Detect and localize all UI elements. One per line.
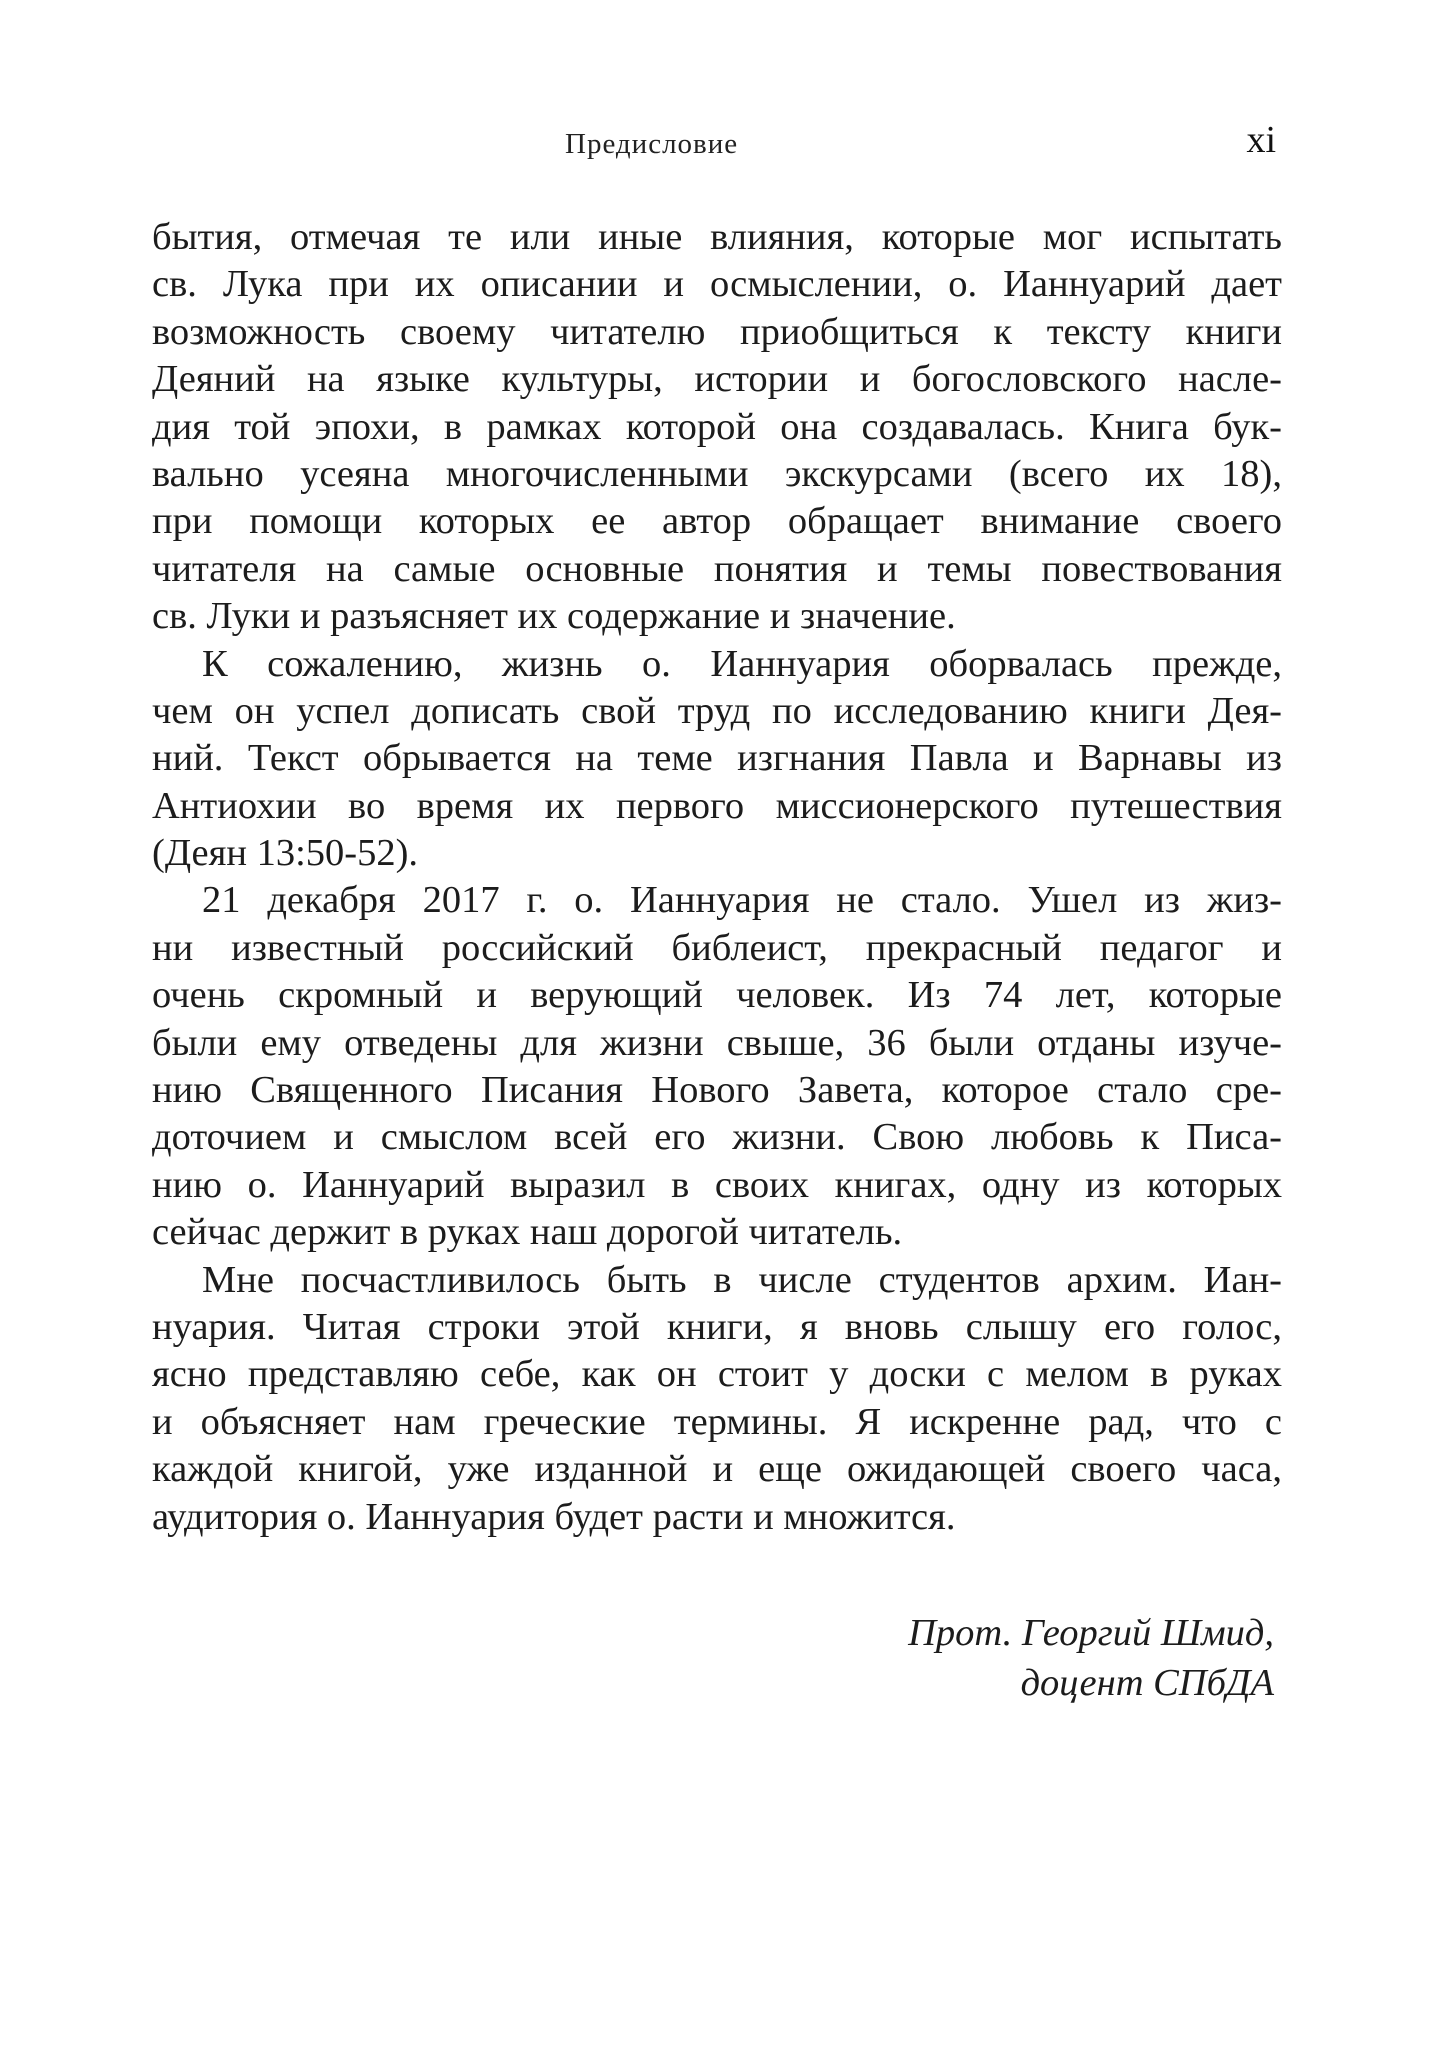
text-line: Антиохии во время их первого миссионерского путешествия: [152, 784, 1282, 827]
signature-name: Прот. Георгий Шмид,: [908, 1612, 1274, 1654]
paragraph: [152, 1257, 1282, 1541]
text-line: нуария. Читая строки этой книги, я вновь слышу его голос,: [152, 1305, 1282, 1348]
text-line: ясно представляю себе, как он стоит у доски с мелом в руках: [152, 1353, 1282, 1396]
signature: [908, 1608, 1274, 1708]
text-line: св. Луки и разъясняет их содержание и значение.: [152, 595, 956, 638]
text-line: очень скромный и верующий человек. Из 74 лет, которые: [152, 974, 1282, 1017]
signature-title: доцент СПбДА: [1020, 1662, 1274, 1704]
text-line: нию Священного Писания Нового Завета, которое стало сре-: [152, 1069, 1282, 1112]
text-line: были ему отведены для жизни свыше, 36 были отданы изуче-: [152, 1021, 1282, 1064]
text-line: и объясняет нам греческие термины. Я искренне рад, что с: [152, 1400, 1282, 1443]
text-line: Деяний на языке культуры, истории и богословского насле-: [152, 358, 1282, 401]
text-line: (Деян 13:50-52).: [152, 832, 419, 875]
text-line: аудитория о. Ианнуария будет расти и множится.: [152, 1495, 956, 1538]
text-line: 21 декабря 2017 г. о. Ианнуария не стало. Ушел из жиз-: [202, 879, 1282, 922]
text-line: нию о. Ианнуарий выразил в своих книгах, одну из которых: [152, 1163, 1282, 1206]
running-head: Предисловие: [565, 128, 739, 160]
text-line: дия той эпохи, в рамках которой она создавалась. Книга бук-: [152, 405, 1282, 448]
paragraph: [152, 214, 1282, 641]
text-line: возможность своему читателю приобщиться к тексту книги: [152, 310, 1282, 353]
text-line: бытия, отмечая те или иные влияния, которые мог испытать: [152, 216, 1282, 258]
text-line: чем он успел дописать свой труд по исследованию книги Дея-: [152, 689, 1282, 732]
text-line: сейчас держит в руках наш дорогой читатель.: [152, 1211, 903, 1254]
paragraph: [152, 641, 1282, 878]
text-line: каждой книгой, уже изданной и еще ожидающей своего часа,: [152, 1448, 1282, 1491]
paragraph: [152, 877, 1282, 1256]
text-line: читателя на самые основные понятия и темы повествования: [152, 547, 1282, 590]
text-line: ний. Текст обрывается на теме изгнания Павла и Варнавы из: [152, 737, 1282, 780]
text-line: при помощи которых ее автор обращает внимание своего: [152, 500, 1282, 543]
text-line: доточием и смыслом всей его жизни. Свою любовь к Писа-: [152, 1116, 1282, 1159]
text-line: вально усеяна многочисленными экскурсами (всего их 18),: [152, 452, 1282, 495]
text-line: ни известный российский библеист, прекрасный педагог и: [152, 926, 1282, 969]
body-text: [152, 214, 1282, 1541]
text-line: Мне посчастливилось быть в числе студентов архим. Иан-: [202, 1258, 1282, 1301]
text-line: св. Лука при их описании и осмыслении, о. Ианнуарий дает: [152, 263, 1282, 306]
text-line: К сожалению, жизнь о. Ианнуария оборвалась прежде,: [202, 642, 1282, 685]
page-number: xi: [1246, 119, 1276, 161]
